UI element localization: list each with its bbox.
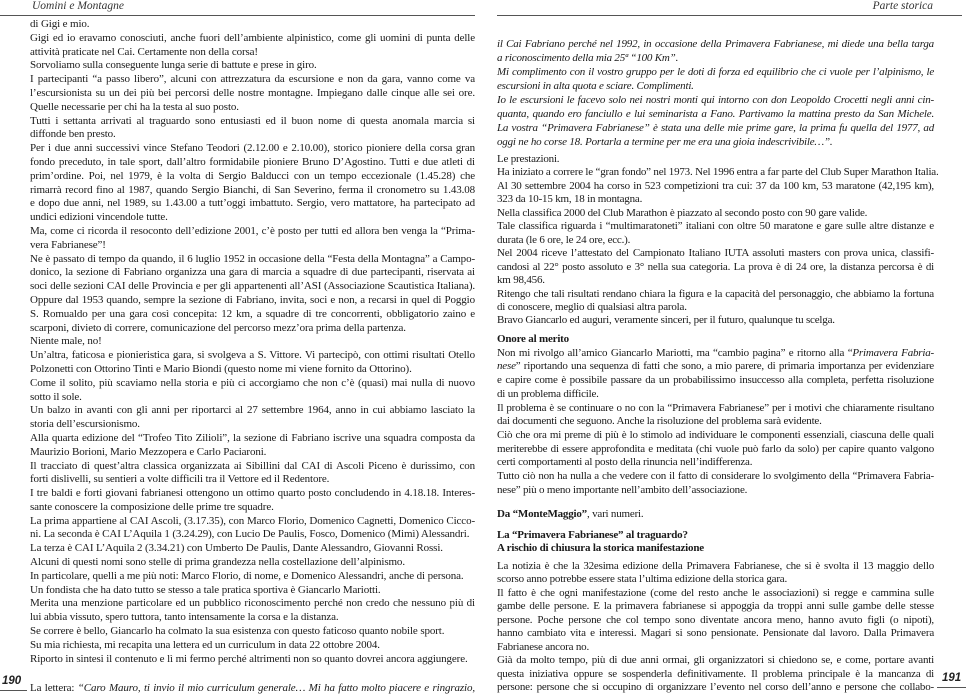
- text-line: [30, 584, 475, 598]
- text-line: [30, 170, 475, 184]
- text-line: [497, 301, 934, 314]
- text-line: [497, 507, 934, 521]
- text-line: [30, 335, 475, 349]
- text-segment: Il fatto è che ogni manifestazione (come del resto anche le associazioni) si regge e cammina sulle: [497, 586, 934, 599]
- text-line: [497, 374, 934, 388]
- text-segment: certi comportamenti al posto della rinuncia nell’indifferenza.: [497, 456, 753, 469]
- text-segment: escursioni in alta quota e sciare. Complimenti.: [497, 80, 694, 92]
- text-segment: Quelle necessarie per chi ha la testa al suo posto.: [30, 100, 239, 113]
- text-line: [30, 308, 475, 322]
- text-segment: sante conoscere la composizione delle prime tre squadre.: [30, 500, 274, 513]
- text-segment: undici edizioni vincendole tutte.: [30, 211, 168, 224]
- merit-section: [497, 333, 934, 497]
- text-line: [497, 542, 934, 555]
- text-segment: Come il solito, più scaviamo nella storia e più ci accorgiamo che non c’è (quasi) mai nulla di nuovo: [30, 376, 475, 389]
- text-line: [497, 668, 934, 681]
- text-line: [30, 184, 475, 198]
- text-segment: Nella classifica 2000 del Club Marathon è piazzato al secondo posto con 90 gare valide.: [497, 206, 868, 219]
- text-segment: Sorvoliamo sulla conseguente lunga serie di battute e prese in giro.: [30, 59, 317, 72]
- text-segment: km 98,456.: [497, 274, 545, 287]
- text-segment: La prima appartiene al CAI Ascoli, (3.17.35), con Marco Florio, Domenico Cagnetti, Domenico Cicco-: [30, 514, 475, 527]
- text-line: [497, 247, 934, 260]
- left-page-body: [30, 18, 475, 666]
- text-line: [497, 274, 934, 287]
- text-line: [497, 314, 934, 327]
- text-segment: La lettera:: [30, 682, 78, 694]
- text-line: [30, 528, 475, 542]
- text-line: [497, 654, 934, 667]
- text-segment: Oppure dal 1953 quando, sempre la sezione di Fabriano, invita, soci e non, a recarsi in quel di Poggio: [30, 293, 475, 306]
- text-line: [30, 211, 475, 225]
- text-line: [30, 253, 475, 267]
- text-line: [30, 377, 475, 391]
- header-rule-right: [497, 15, 962, 16]
- text-line: [497, 333, 934, 347]
- text-segment: Ha iniziato a correre le “gran fondo” nel 1973. Nel 1996 entra a far parte del Club Super Marathon Italia.: [497, 166, 939, 179]
- text-segment: I partecipanti “a passo libero”, alcuni con attrezzatura da escursione e non da gara, vanno come va: [30, 73, 475, 86]
- text-segment: Un’altra, faticosa e pionieristica gara, si svolgeva a S. Vittore. Vi partecipò, con ottimi risultati Otello: [30, 349, 475, 362]
- text-line: [30, 515, 475, 529]
- text-line: [30, 18, 475, 32]
- text-segment: forti dislivelli, su sentieri a volte difficili tra il Vettore ed il Redentore.: [30, 473, 330, 486]
- text-line: [30, 156, 475, 170]
- text-segment: scorso anno potrebbe essere stata l’ultima edizione della storica gara.: [497, 573, 788, 586]
- text-segment: Onore al merito: [497, 333, 569, 345]
- text-line: [497, 135, 934, 149]
- text-line: [30, 501, 475, 515]
- text-segment: sotto il sole.: [30, 390, 82, 403]
- running-header-right: Parte storica: [872, 0, 933, 12]
- text-segment: fondo preceduto, in tale sport, dall’altro formidabile pioniere Bruno D’Agostino. Tutti e due atleti di: [30, 155, 475, 168]
- text-line: [30, 473, 475, 487]
- text-segment: a riconoscimento della mia 25ª “100 Km”.: [497, 52, 679, 64]
- text-line: [30, 487, 475, 501]
- text-segment: prim’ordine. Poi, nel 1979, è la volta di Sergio Balducci con un tempo eccezionale (1.45.28) che: [30, 169, 475, 182]
- text-segment: durata (le 6 ore, le 24 ore, ecc.).: [497, 233, 631, 246]
- text-segment: lui abbia vissuto, spero tuttora, tanto intensamente la corsa e la distanza.: [30, 611, 339, 624]
- text-line: [30, 294, 475, 308]
- text-line: [497, 37, 934, 51]
- text-line: [497, 51, 934, 65]
- text-line: [30, 653, 475, 667]
- text-segment: Fabrianese ancora no.: [497, 640, 590, 653]
- text-segment: diffonde ben presto.: [30, 128, 116, 141]
- text-segment: il Cai Fabriano perché nel 1992, in occasione della Primavera Fabrianese, mi diede una bella targa: [497, 38, 934, 50]
- text-segment: ” riportando una sequenza di fatti che sono, a mio parere, di primaria importanza per evidenziare: [515, 360, 934, 373]
- text-segment: Da “MonteMaggio”: [497, 508, 587, 520]
- text-line: [497, 93, 934, 107]
- text-segment: Tale classifica riguarda i “multimaratoneti” italiani con oltre 50 maratone e gare sulle altre distanze e: [497, 220, 934, 233]
- text-segment: Ritengo che tali risultati rendano chiara la figura e la capacità del personaggio, che abbiamo la fortuna: [497, 287, 934, 300]
- text-line: [497, 347, 934, 361]
- text-line: [30, 681, 475, 695]
- text-line: [30, 32, 475, 46]
- text-segment: Io le escursioni le facevo solo nei nostri monti qui intorno con don Leopoldo Crocetti negli anni cin-: [497, 94, 934, 106]
- text-line: [30, 239, 475, 253]
- text-line: [30, 142, 475, 156]
- text-line: [497, 388, 934, 402]
- text-line: [30, 197, 475, 211]
- text-line: [30, 460, 475, 474]
- text-line: [30, 59, 475, 73]
- text-line: [30, 418, 475, 432]
- text-line: [497, 600, 934, 613]
- text-segment: attività praticate nel Cai. Certamente non della corsa!: [30, 45, 258, 58]
- text-line: [497, 573, 934, 586]
- text-segment: Ma, come ci ricorda il resoconto dell’edizione 2001, c’è posto per tutti ed allora ben venga la “Prima-: [30, 224, 475, 237]
- text-line: [30, 611, 475, 625]
- text-line: [497, 681, 934, 694]
- article-body: [497, 560, 934, 695]
- text-segment: Un balzo in avanti con gli anni per riportarci al 27 settembre 1964, anno in cui abbiamo lasciato la: [30, 404, 475, 417]
- text-line: [497, 153, 934, 166]
- text-line: [497, 529, 934, 542]
- text-segment: storia dell’escursionismo.: [30, 418, 140, 431]
- text-segment: Già da molto tempo, più di due anni ormai, gli organizzatori si chiedono se, e come, portare avanti: [497, 654, 934, 667]
- text-segment: hanno cambiato vita e interessi. Magari si sono pensionate. Pensionate dal lavoro. Dalla Primavera: [497, 627, 934, 640]
- performances-section: [497, 153, 939, 328]
- text-line: [497, 121, 934, 135]
- text-line: [497, 166, 939, 179]
- article-title: [497, 529, 934, 555]
- text-line: [30, 432, 475, 446]
- text-line: [30, 128, 475, 142]
- text-segment: Gigi ed io eravamo conosciuti, anche fuori dell’ambiente alpinistico, come gli uomini di punta delle: [30, 31, 475, 44]
- text-line: [497, 415, 934, 429]
- text-line: [497, 65, 934, 79]
- source-line: [497, 507, 934, 521]
- text-segment: scarponi, divieto di correre, comunicazione del percorso mezz’ora prima della partenza.: [30, 321, 406, 334]
- text-line: [30, 625, 475, 639]
- text-segment: Ciò che ora mi preme di più è lo stimolo ad individuare le componenti essenziali, ciascuna delle quali: [497, 428, 934, 441]
- text-segment: 323 da 10-15 km, 18 in montagna.: [497, 193, 643, 206]
- text-line: [30, 363, 475, 377]
- text-line: [497, 261, 934, 274]
- text-segment: Per i due anni successivi vince Stefano Teodori (2.12.00 e 2.10.00), storico pioniere della corsa gran: [30, 142, 475, 155]
- text-line: [30, 542, 475, 556]
- text-line: [497, 288, 934, 301]
- text-segment: Tutto ciò non ha nulla a che vedere con il fatto di considerare lo svolgimento della “Primavera Fabria-: [497, 470, 934, 483]
- page-number-right: 191: [942, 672, 962, 684]
- text-segment: Maurizio Borioni, Mario Mezzopera e Carlo Paciaroni.: [30, 445, 267, 458]
- text-line: [30, 115, 475, 129]
- text-line: [497, 443, 934, 457]
- text-segment: di Gigi e mio.: [30, 18, 90, 30]
- text-segment: Merita una menzione particolare ed un pubblico riconoscimento perché non credo che nessuno più di: [30, 597, 475, 610]
- text-line: [30, 556, 475, 570]
- text-line: [30, 597, 475, 611]
- page-number-rule-left: [0, 690, 27, 691]
- text-line: [497, 560, 934, 573]
- letter-continuation: [497, 37, 934, 149]
- text-segment: quanta, quando ero fanciullo e lui seminarista a Fano. Partivamo la mattina presto da San Michele.: [497, 108, 934, 120]
- page-number-rule-right: [937, 687, 966, 688]
- text-segment: La notizia è che la 32esima edizione della Primavera Fabrianese, che si è svolta il 13 maggio dello: [497, 560, 934, 572]
- text-segment: Se correre è bello, Giancarlo ha colmato la sua esistenza con questo faticoso quanto nobile sport.: [30, 625, 445, 638]
- text-line: [30, 570, 475, 584]
- text-segment: donico, la sezione di Fabriano organizza una gara di marcia a squadre di due partecipanti, riservata ai: [30, 266, 475, 279]
- text-line: [497, 614, 934, 627]
- text-line: [497, 360, 934, 374]
- text-line: [497, 484, 934, 498]
- text-line: [497, 220, 934, 233]
- text-segment: persone: persone che si occupino di organizzare l’evento nel corso dell’anno e persone che collabo-: [497, 681, 934, 694]
- left-page-last-line: [30, 681, 475, 695]
- header-rule-left: [0, 15, 475, 16]
- text-line: [497, 429, 934, 443]
- text-line: [497, 587, 934, 600]
- text-line: [30, 73, 475, 87]
- text-line: [30, 446, 475, 460]
- text-segment: Bravo Giancarlo ed auguri, veramente sinceri, per il futuro, qualunque tu scelga.: [497, 314, 835, 327]
- text-segment: La terza è CAI L’Aquila 2 (3.34.21) con Umberto De Paulis, Dante Alessandro, Giovanni Rossi.: [30, 542, 443, 555]
- text-line: [30, 404, 475, 418]
- text-line: [30, 46, 475, 60]
- text-line: [30, 101, 475, 115]
- text-segment: l’escursionista su un dei più bei percorsi delle nostre montagne. Impiegano dalle cinque alle sei ore.: [30, 86, 475, 99]
- text-segment: Su mia richiesta, mi recapita una lettera ed un curriculum in data 22 ottobre 2004.: [30, 638, 380, 651]
- text-segment: Tutti i settanta arrivati al traguardo sono entusiasti ed il buon nome di questa anomala marcia si: [30, 114, 475, 127]
- running-header-left: Uomini e Montagne: [32, 0, 124, 12]
- text-segment: Polzonetti con Ottorino Tinti e Mario Biondi (questo nome mi viene fornito da Ottorino).: [30, 362, 412, 375]
- text-segment: Ne è passato di tempo da quando, il 6 luglio 1952 in occasione della “Festa della Montagna” a Campo-: [30, 252, 475, 265]
- text-segment: Niente male, no!: [30, 335, 102, 348]
- text-line: [497, 79, 934, 93]
- text-segment: dai documenti che seguono. Anche la risoluzione del problema sarà evidente.: [497, 415, 822, 428]
- text-segment: candosi al 22° posto assoluto e 3° nella sua categoria. La prova è di 24 ore, la distanza percorsa è di: [497, 260, 934, 273]
- text-line: [497, 193, 934, 206]
- text-segment: A rischio di chiusura la storica manifestazione: [497, 542, 704, 554]
- text-segment: La “Primavera Fabrianese” al traguardo?: [497, 529, 688, 541]
- text-segment: soci delle sezioni CAI delle Provincia e per gli appartenenti all’ASI (Associazione Scautistica Italiana).: [30, 280, 475, 293]
- text-segment: , vari numeri.: [586, 508, 644, 520]
- text-segment: I tre baldi e forti giovani fabrianesi ottengono un ottimo quarto posto concludendo in 4.18.18. Interes-: [30, 487, 475, 500]
- text-line: [497, 180, 934, 193]
- text-line: [497, 456, 934, 470]
- text-segment: nese: [497, 360, 516, 373]
- text-line: [497, 641, 934, 654]
- text-segment: di un problema difficile.: [497, 387, 599, 400]
- text-segment: oggi ne ho corse 18. Portarla a termine per me era una gioia indescrivibile…”.: [497, 136, 833, 148]
- text-segment: persone. Poche persone che col tempo sono diventate ancora meno, hanno avuto figli (o nipoti),: [497, 613, 934, 626]
- text-segment: vera Fabrianese”!: [30, 238, 106, 251]
- text-line: [30, 87, 475, 101]
- text-line: [30, 391, 475, 405]
- text-segment: Non mi rivolgo all’amico Giancarlo Mariotti, ma “cambio pagina” e ritorno alla “: [497, 346, 853, 359]
- text-line: [30, 639, 475, 653]
- text-line: [497, 207, 934, 220]
- text-segment: e capire come è possibile passare da un probabilissimo insuccesso alla completa, perfetta risoluzione: [497, 374, 934, 387]
- text-segment: e dopo due anni, nel 1989, su 1.43.00 a tutt’oggi imbattuto. Sergio, vero mattatore, ha partecipato ad: [30, 197, 475, 210]
- text-segment: S. Romualdo per una gara così concepita: 12 km, a squadre di tre concorrenti, obbligatorio zaino e: [30, 307, 475, 320]
- text-segment: Nel 2004 riceve l’attestato del Campionato Italiano IUTA assoluti masters con prova unica, classifi-: [497, 247, 934, 260]
- text-segment: Il problema è se continuare o no con la “Primavera Fabrianese” per i motivi che chiaramente risultano: [497, 401, 934, 414]
- text-segment: Alla quarta edizione del “Trofeo Tito Zilioli”, la sezione di Fabriano iscrive una squadra composta da: [30, 431, 475, 444]
- text-segment: Primavera Fabria-: [852, 346, 934, 359]
- text-line: [497, 107, 934, 121]
- text-segment: Alcuni di questi nomi sono stelle di prima grandezza nella costellazione dell’alpinismo.: [30, 556, 405, 569]
- text-segment: rimarrà record fino al 1987, quando Sergio Bianchi, di San Severino, ferma il cronometro su 1.43.08: [30, 183, 475, 196]
- text-line: [30, 225, 475, 239]
- text-line: [497, 627, 934, 640]
- text-segment: Riporto in sintesi il contenuto e lì mi fermo perché altrimenti non so quanto dovrei ancora aggiungere.: [30, 652, 468, 665]
- text-segment: Un fondista che ha dato tutto se stesso a tale pratica sportiva è Giancarlo Mariotti.: [30, 583, 381, 596]
- page-number-left: 190: [2, 675, 22, 687]
- text-segment: Mi complimento con il vostro gruppo per le doti di forza ed equilibrio che ci vuole per l’alpinismo, le: [497, 66, 934, 78]
- text-segment: “Caro Mauro, ti invio il mio curriculum generale… Mi ha fatto molto piacere e ringrazio,: [77, 682, 475, 694]
- text-line: [30, 266, 475, 280]
- text-line: [30, 349, 475, 363]
- text-segment: gambe delle persone. E la primavera fabrianese si appoggia da troppi anni sulle gambe delle stesse: [497, 600, 934, 613]
- text-segment: La vostra “Primavera Fabrianese” è stata una delle mie prime gare, la prima fu quella del 1977, ad: [497, 122, 934, 134]
- text-segment: Al 30 settembre 2004 ha corso in 523 competizioni tra cui: 37 da 100 km, 53 maratone (42,195 km),: [497, 179, 934, 192]
- text-segment: meriterebbe di essere approfondita e meditata (chi vuole può farlo da solo) per capire quanto valgono: [497, 442, 934, 455]
- text-line: [497, 470, 934, 484]
- text-segment: Le prestazioni.: [497, 153, 560, 165]
- text-line: [30, 322, 475, 336]
- text-line: [497, 234, 934, 247]
- text-line: [497, 402, 934, 416]
- text-segment: In particolare, quelli a me più noti: Marco Florio, di nome, e Domenico Alessandri, anche di persona.: [30, 569, 464, 582]
- text-segment: questa iniziativa oppure se sospenderla definitivamente. Il problema principale è la mancanza di: [497, 667, 934, 680]
- text-line: [30, 280, 475, 294]
- text-segment: Il tracciato di quest’altra classica organizzata ai Sibillini dal CAI di Ascoli Piceno è durissimo, con: [30, 459, 475, 472]
- text-segment: ni. La seconda è CAI L’Aquila 1 (3.24.29), con Lucio De Paulis, Fosco, Domenico (Mimì) Alessandri.: [30, 528, 470, 541]
- text-segment: di conoscere, meglio di qualsiasi altra parola.: [497, 300, 687, 313]
- text-segment: nese” più o meno importante nell’ambito dell’associazione.: [497, 483, 748, 496]
